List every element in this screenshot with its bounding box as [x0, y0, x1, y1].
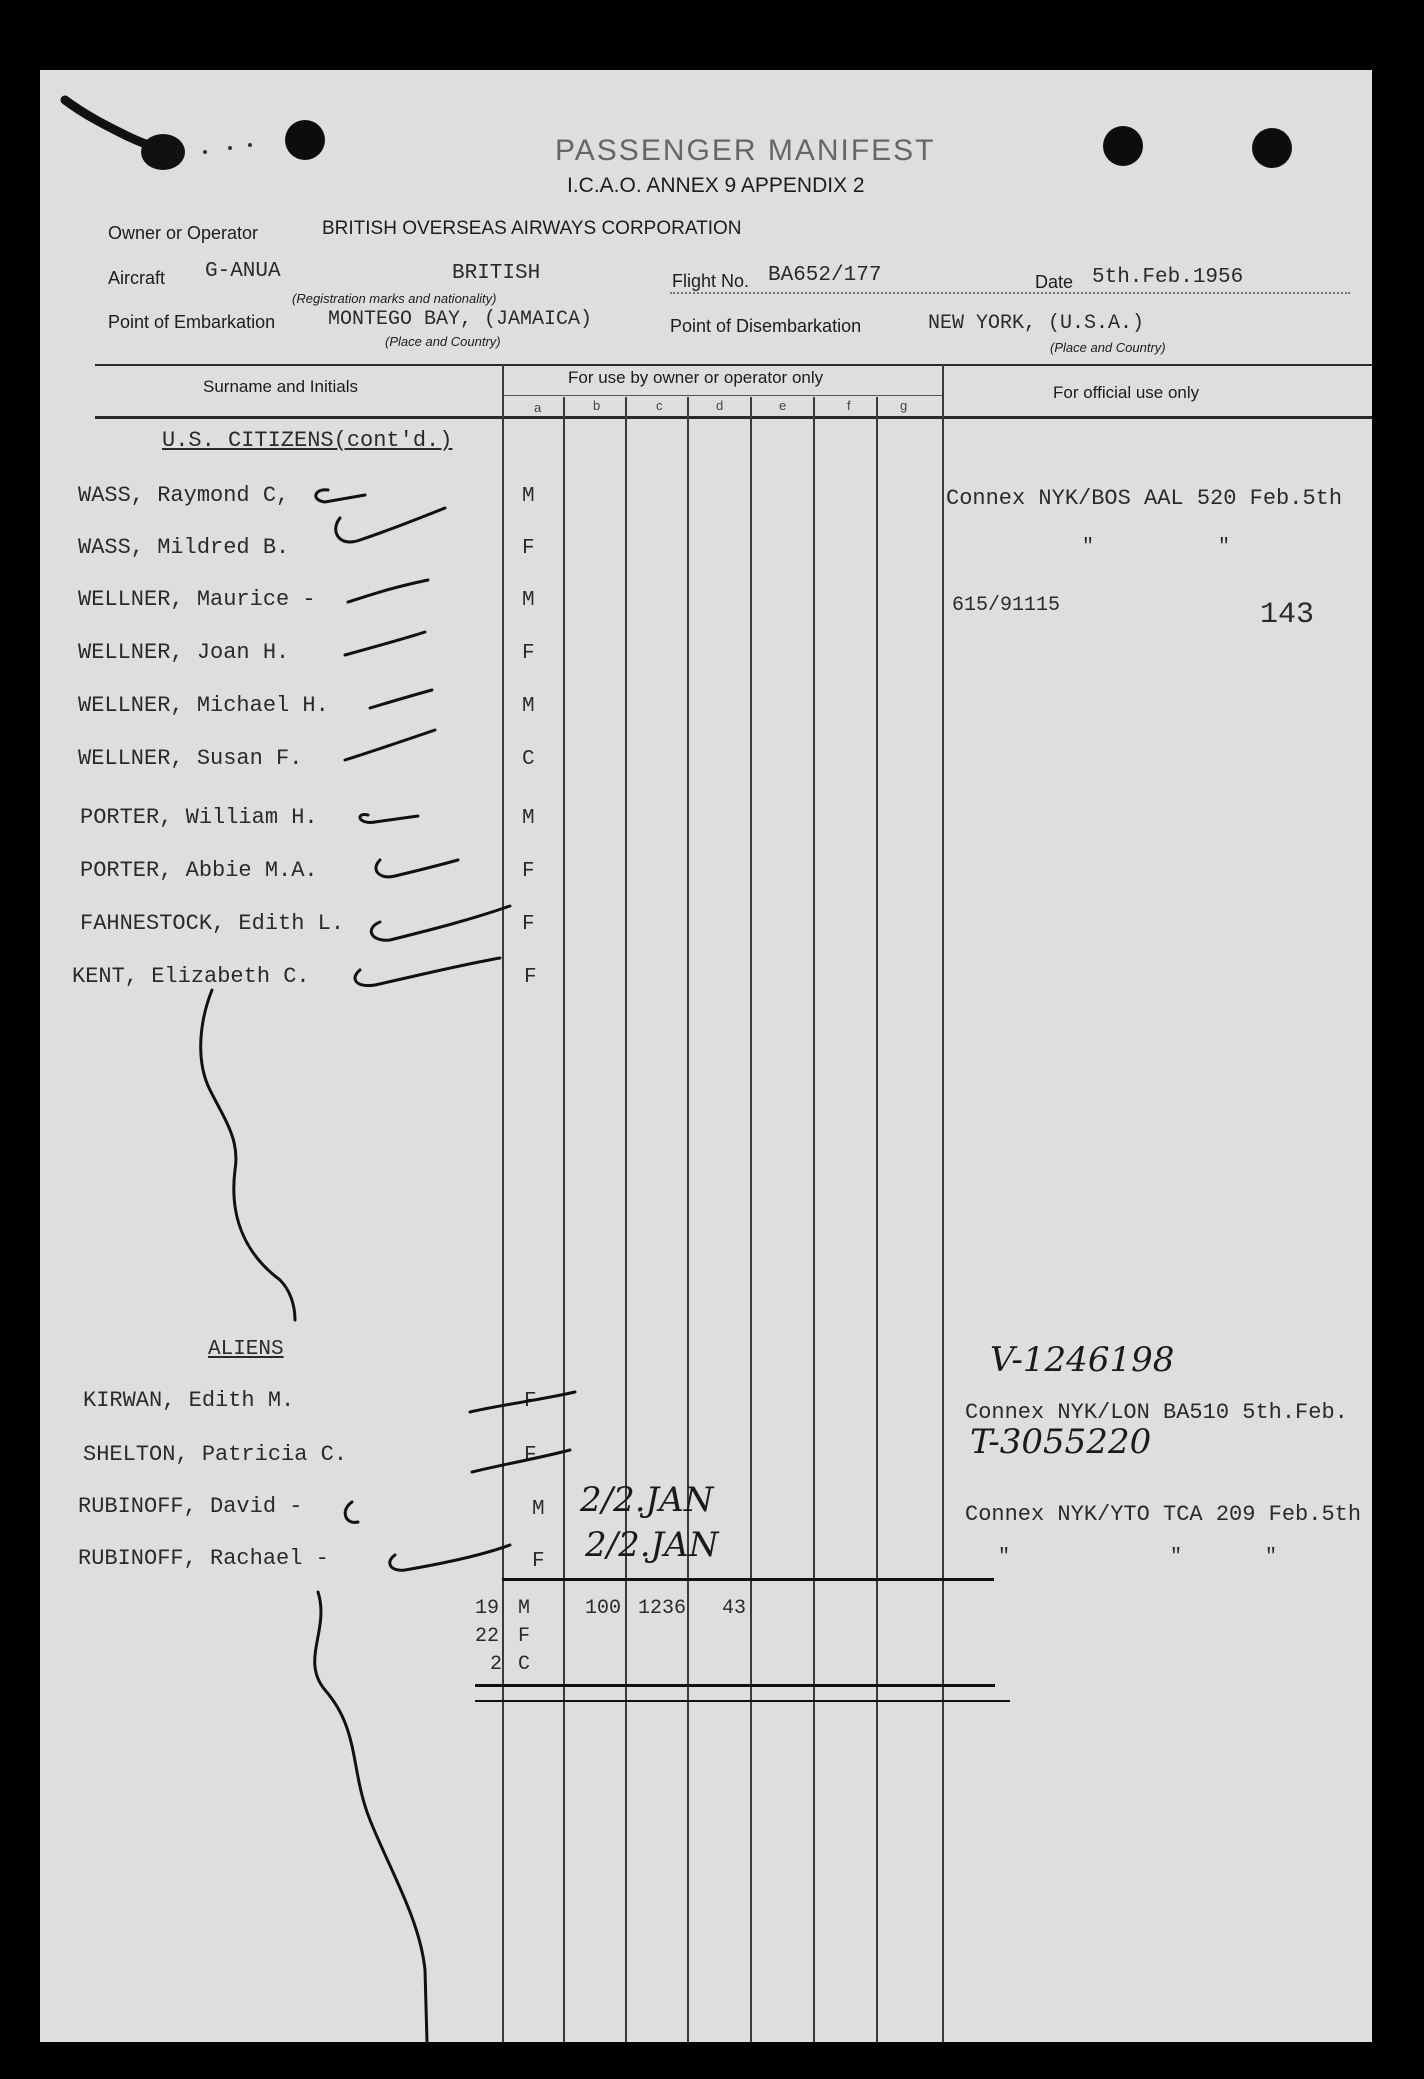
manifest-sheet: [40, 70, 1372, 2042]
manifest-subtitle: I.C.A.O. ANNEX 9 APPENDIX 2: [567, 174, 865, 197]
embarkation-note: (Place and Country): [385, 334, 501, 349]
passenger-sex: F: [532, 1550, 545, 1573]
total-f-count: 22: [475, 1625, 500, 1648]
passenger-name: RUBINOFF, David -: [78, 1494, 303, 1519]
passenger-sex: F: [522, 913, 535, 936]
handwritten-tick-marks: [40, 70, 1372, 2042]
passenger-name: WELLNER, Joan H.: [78, 640, 290, 665]
aliens-heading: ALIENS: [208, 1338, 284, 1361]
date-value: 5th.Feb.1956: [1092, 266, 1244, 289]
surname-header: Surname and Initials: [203, 377, 358, 396]
aircraft-note: (Registration marks and nationality): [292, 291, 497, 306]
aircraft-registration: G-ANUA: [205, 260, 281, 283]
passenger-sex: F: [524, 966, 537, 989]
official-use-header: For official use only: [1053, 383, 1200, 402]
reference-number: 615/91115: [952, 594, 1061, 617]
date-label: Date: [1035, 272, 1074, 292]
passenger-sex: F: [524, 1390, 537, 1413]
passenger-name: PORTER, Abbie M.A.: [80, 858, 318, 883]
aircraft-label: Aircraft: [108, 268, 166, 288]
owner-value: BRITISH OVERSEAS AIRWAYS CORPORATION: [322, 218, 742, 239]
aircraft-nationality: BRITISH: [452, 262, 541, 285]
col-b-letter: b: [593, 398, 601, 413]
col-a-letter: a: [534, 400, 542, 415]
passenger-name: KENT, Elizabeth C.: [72, 964, 310, 989]
passenger-name: WASS, Mildred B.: [78, 535, 290, 560]
passenger-sex: F: [522, 642, 535, 665]
ditto-mark: ": [1218, 536, 1231, 559]
total-col-d: 43: [722, 1597, 747, 1620]
passenger-sex: M: [532, 1498, 545, 1521]
passenger-name: SHELTON, Patricia C.: [83, 1442, 348, 1467]
col-f-letter: f: [847, 398, 851, 413]
flight-value: BA652/177: [768, 264, 882, 287]
ditto-mark: ": [1082, 536, 1095, 559]
connex-note-3: Connex NYK/YTO TCA 209 Feb.5th: [965, 1502, 1362, 1527]
passenger-name: WELLNER, Maurice -: [78, 587, 316, 612]
col-c-letter: c: [656, 398, 663, 413]
ditto-mark: ": [1265, 1546, 1278, 1569]
total-col-c: 1236: [638, 1597, 687, 1620]
total-f-label: F: [518, 1625, 531, 1648]
passenger-sex: C: [522, 748, 535, 771]
passenger-name: RUBINOFF, Rachael -: [78, 1546, 329, 1571]
passenger-sex: F: [522, 860, 535, 883]
total-m-count: 19: [475, 1597, 500, 1620]
handwritten-visa-v: V-1246198: [990, 1340, 1175, 1380]
handwritten-visa-t: T-3055220: [970, 1422, 1152, 1462]
passenger-name: PORTER, William H.: [80, 805, 318, 830]
embarkation-label: Point of Embarkation: [108, 312, 276, 332]
passenger-name: KIRWAN, Edith M.: [83, 1388, 295, 1413]
passenger-sex: F: [524, 1444, 537, 1467]
passenger-sex: M: [522, 589, 535, 612]
embarkation-value: MONTEGO BAY, (JAMAICA): [328, 308, 593, 331]
handwritten-date-1: 2/2.JAN: [580, 1480, 714, 1520]
passenger-name: WASS, Raymond C,: [78, 483, 290, 508]
passenger-sex: F: [522, 537, 535, 560]
us-citizens-heading: U.S. CITIZENS(cont'd.): [162, 428, 453, 453]
disembarkation-label: Point of Disembarkation: [670, 316, 862, 336]
handwritten-date-2: 2/2.JAN: [585, 1525, 719, 1565]
col-d-letter: d: [716, 398, 724, 413]
manifest-title: PASSENGER MANIFEST: [555, 134, 936, 167]
total-c-count: 2: [490, 1653, 503, 1676]
owner-label: Owner or Operator: [108, 223, 259, 243]
passenger-name: WELLNER, Michael H.: [78, 693, 329, 718]
ditto-mark: ": [998, 1546, 1011, 1569]
disembarkation-value: NEW YORK, (U.S.A.): [928, 312, 1145, 335]
passenger-sex: M: [522, 485, 535, 508]
connex-note-1: Connex NYK/BOS AAL 520 Feb.5th: [946, 486, 1343, 511]
owner-use-header: For use by owner or operator only: [568, 368, 824, 387]
total-m-label: M: [518, 1597, 531, 1620]
page-number: 143: [1260, 598, 1315, 632]
total-c-label: C: [518, 1653, 531, 1676]
ditto-mark: ": [1170, 1546, 1183, 1569]
col-e-letter: e: [779, 398, 787, 413]
passenger-name: FAHNESTOCK, Edith L.: [80, 911, 345, 936]
flight-label: Flight No.: [672, 271, 750, 291]
disembarkation-note: (Place and Country): [1050, 340, 1166, 355]
passenger-sex: M: [522, 807, 535, 830]
passenger-sex: M: [522, 695, 535, 718]
passenger-name: WELLNER, Susan F.: [78, 746, 303, 771]
col-g-letter: g: [900, 398, 908, 413]
connex-note-2: Connex NYK/LON BA510 5th.Feb.: [965, 1400, 1348, 1425]
total-col-b: 100: [585, 1597, 622, 1620]
